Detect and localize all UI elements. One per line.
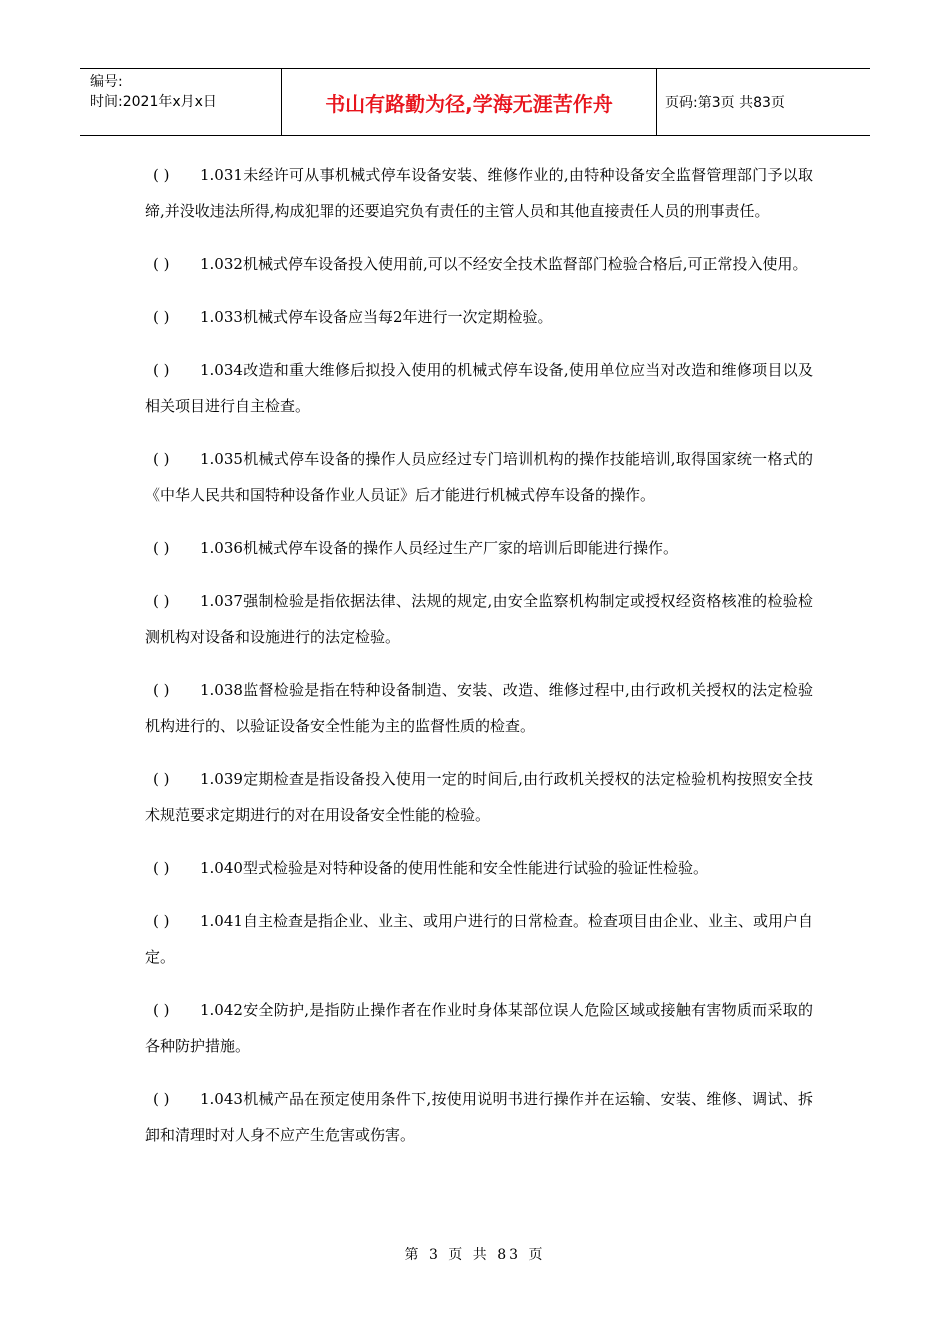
answer-blank: ( ) [153,450,170,468]
question-text: 1.038监督检验是指在特种设备制造、安装、改造、维修过程中,由行政机关授权的法定检验机构进行的、以验证设备安全性能为主的监督性质的检查。 [145,681,813,735]
question-item [145,672,813,744]
answer-blank: ( ) [153,592,170,610]
question-item [145,992,813,1064]
answer-blank: ( ) [153,255,170,273]
answer-blank: ( ) [153,681,170,699]
question-item [145,583,813,655]
page-header [80,68,870,136]
answer-blank: ( ) [153,308,170,326]
question-text: 1.036机械式停车设备的操作人员经过生产厂家的培训后即能进行操作。 [200,539,678,557]
question-item [145,850,813,886]
answer-blank: ( ) [153,1001,170,1019]
question-text: 1.033机械式停车设备应当每2年进行一次定期检验。 [200,308,553,326]
question-item [145,761,813,833]
question-item [145,1081,813,1153]
question-text: 1.035机械式停车设备的操作人员应经过专门培训机构的操作技能培训,取得国家统一格式的《中华人民共和国特种设备作业人员证》后才能进行机械式停车设备的操作。 [145,450,813,504]
question-item [145,441,813,513]
question-item [145,157,813,229]
question-item [145,903,813,975]
question-text: 1.042安全防护,是指防止操作者在作业时身体某部位误人危险区域或接触有害物质而采取的各种防护措施。 [145,1001,813,1055]
question-list [145,157,813,1170]
answer-blank: ( ) [153,166,170,184]
question-text: 1.034改造和重大维修后拟投入使用的机械式停车设备,使用单位应当对改造和维修项目以及相关项目进行自主检查。 [145,361,813,415]
page-footer: 第 3 页 共 83 页 [404,1247,546,1263]
answer-blank: ( ) [153,770,170,788]
answer-blank: ( ) [153,912,170,930]
header-meta [80,69,282,135]
question-text: 1.039定期检查是指设备投入使用一定的时间后,由行政机关授权的法定检验机构按照安全技术规范要求定期进行的对在用设备安全性能的检验。 [145,770,813,824]
question-item [145,530,813,566]
question-text: 1.031未经许可从事机械式停车设备安装、维修作业的,由特种设备安全监督管理部门予以取缔,并没收违法所得,构成犯罪的还要追究负有责任的主管人员和其他直接责任人员的刑事责任。 [145,166,813,220]
answer-blank: ( ) [153,539,170,557]
header-motto: 书山有路勤为径,学海无涯苦作舟 [282,69,657,135]
question-text: 1.032机械式停车设备投入使用前,可以不经安全技术监督部门检验合格后,可正常投入使用。 [200,255,808,273]
answer-blank: ( ) [153,1090,170,1108]
question-item [145,352,813,424]
answer-blank: ( ) [153,859,170,877]
question-item [145,246,813,282]
question-text: 1.041自主检查是指企业、业主、或用户进行的日常检查。检查项目由企业、业主、或用户自定。 [145,912,813,966]
answer-blank: ( ) [153,361,170,379]
serial-label: 编号: [90,74,123,90]
question-text: 1.040型式检验是对特种设备的使用性能和安全性能进行试验的验证性检验。 [200,859,708,877]
question-text: 1.037强制检验是指依据法律、法规的规定,由安全监察机构制定或授权经资格核准的检验检测机构对设备和设施进行的法定检验。 [145,592,813,646]
question-text: 1.043机械产品在预定使用条件下,按使用说明书进行操作并在运输、安装、维修、调试、拆卸和清理时对人身不应产生危害或伤害。 [145,1090,813,1144]
header-page-info: 页码:第3页 共83页 [665,95,785,111]
question-item [145,299,813,335]
time-label: 时间:2021年x月x日 [90,94,217,110]
